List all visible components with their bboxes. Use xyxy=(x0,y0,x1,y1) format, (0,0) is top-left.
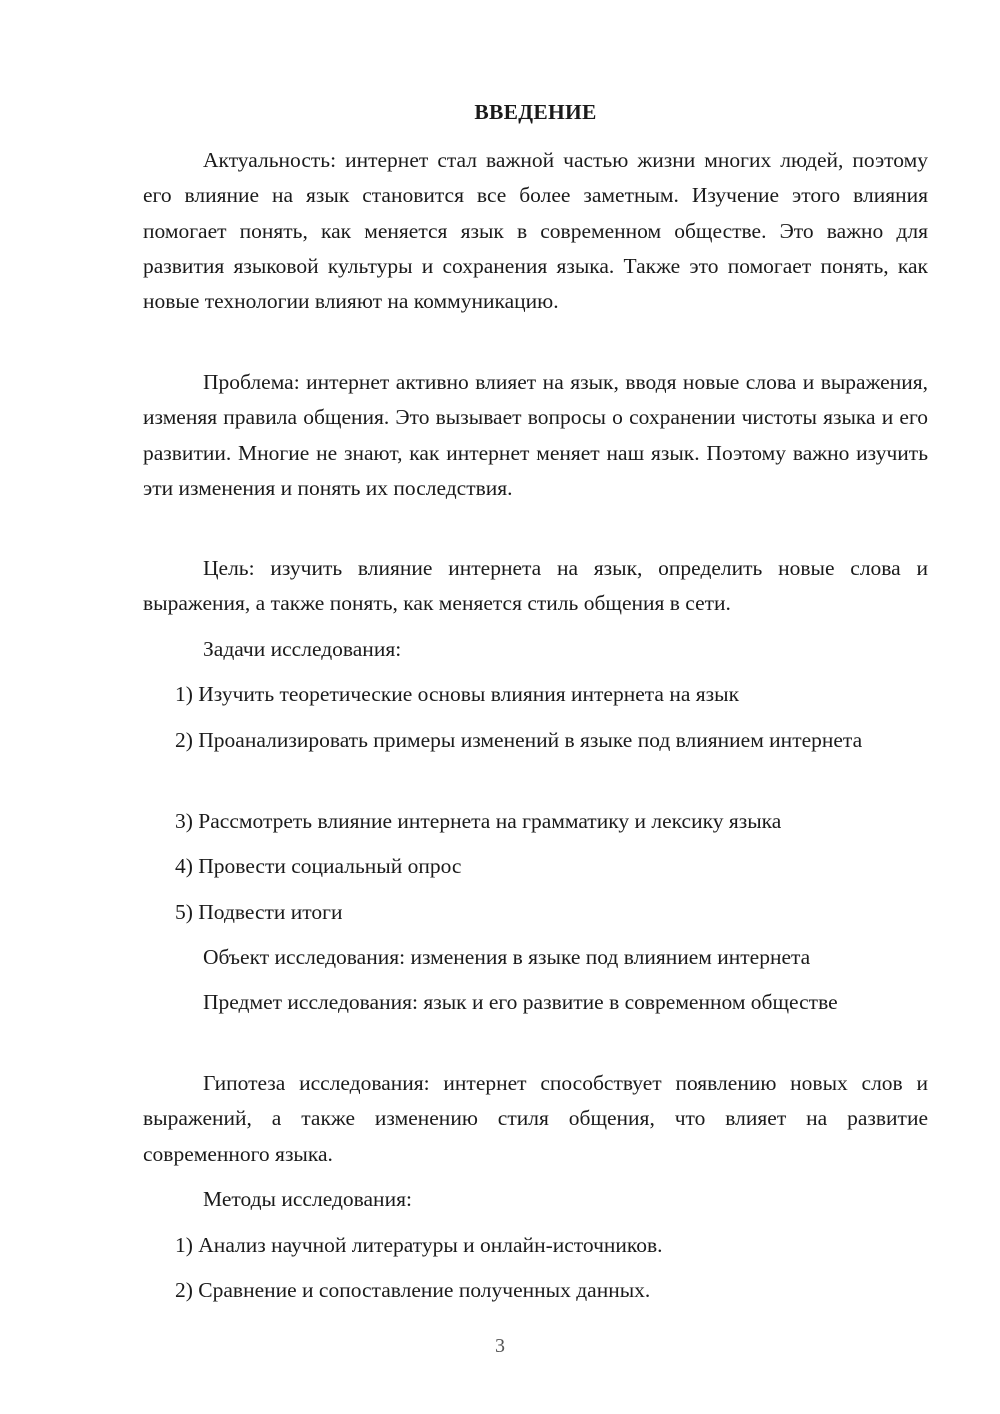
paragraph-problem: Проблема: интернет активно влияет на язык, вводя новые слова и выражения, изменяя правила общения. Это вызывает вопросы о сохранении чистоты языка и его развитии. Многие не знают, как интернет меняет наш язык. Поэтому важно изучить эти изменения и понять их последствия. xyxy=(143,370,928,500)
task-item-4: 4) Провести социальный опрос xyxy=(175,854,462,878)
method-item-1: 1) Анализ научной литературы и онлайн-источников. xyxy=(175,1233,663,1257)
tasks-title: Задачи исследования: xyxy=(203,637,402,661)
methods-title: Методы исследования: xyxy=(203,1187,412,1211)
paragraph-object: Объект исследования: изменения в языке под влиянием интернета xyxy=(203,945,811,969)
paragraph-relevance: Актуальность: интернет стал важной частью жизни многих людей, поэтому его влияние на язык становится все более заметным. Изучение этого влияния помогает понять, как меняется язык в современном обществе. Это важно для развития языковой культуры и сохранения языка. Также это помогает понять, как новые технологии влияют на коммуникацию. xyxy=(143,148,928,314)
task-item-5: 5) Подвести итоги xyxy=(175,900,343,924)
paragraph-hypothesis: Гипотеза исследования: интернет способствует появлению новых слов и выражений, а также изменению стиля общения, что влияет на развитие современного языка. xyxy=(143,1071,928,1166)
section-heading: ВВЕДЕНИЕ xyxy=(474,100,597,124)
method-item-2: 2) Сравнение и сопоставление полученных данных. xyxy=(175,1278,651,1302)
task-item-3: 3) Рассмотреть влияние интернета на грамматику и лексику языка xyxy=(175,809,782,833)
task-item-2: 2) Проанализировать примеры изменений в языке под влиянием интернета xyxy=(175,728,863,752)
paragraph-goal: Цель: изучить влияние интернета на язык, определить новые слова и выражения, а также понять, как меняется стиль общения в сети. xyxy=(143,556,928,616)
page-number: 3 xyxy=(495,1335,505,1357)
paragraph-subject: Предмет исследования: язык и его развитие в современном обществе xyxy=(203,990,838,1014)
task-item-1: 1) Изучить теоретические основы влияния интернета на язык xyxy=(175,682,740,706)
